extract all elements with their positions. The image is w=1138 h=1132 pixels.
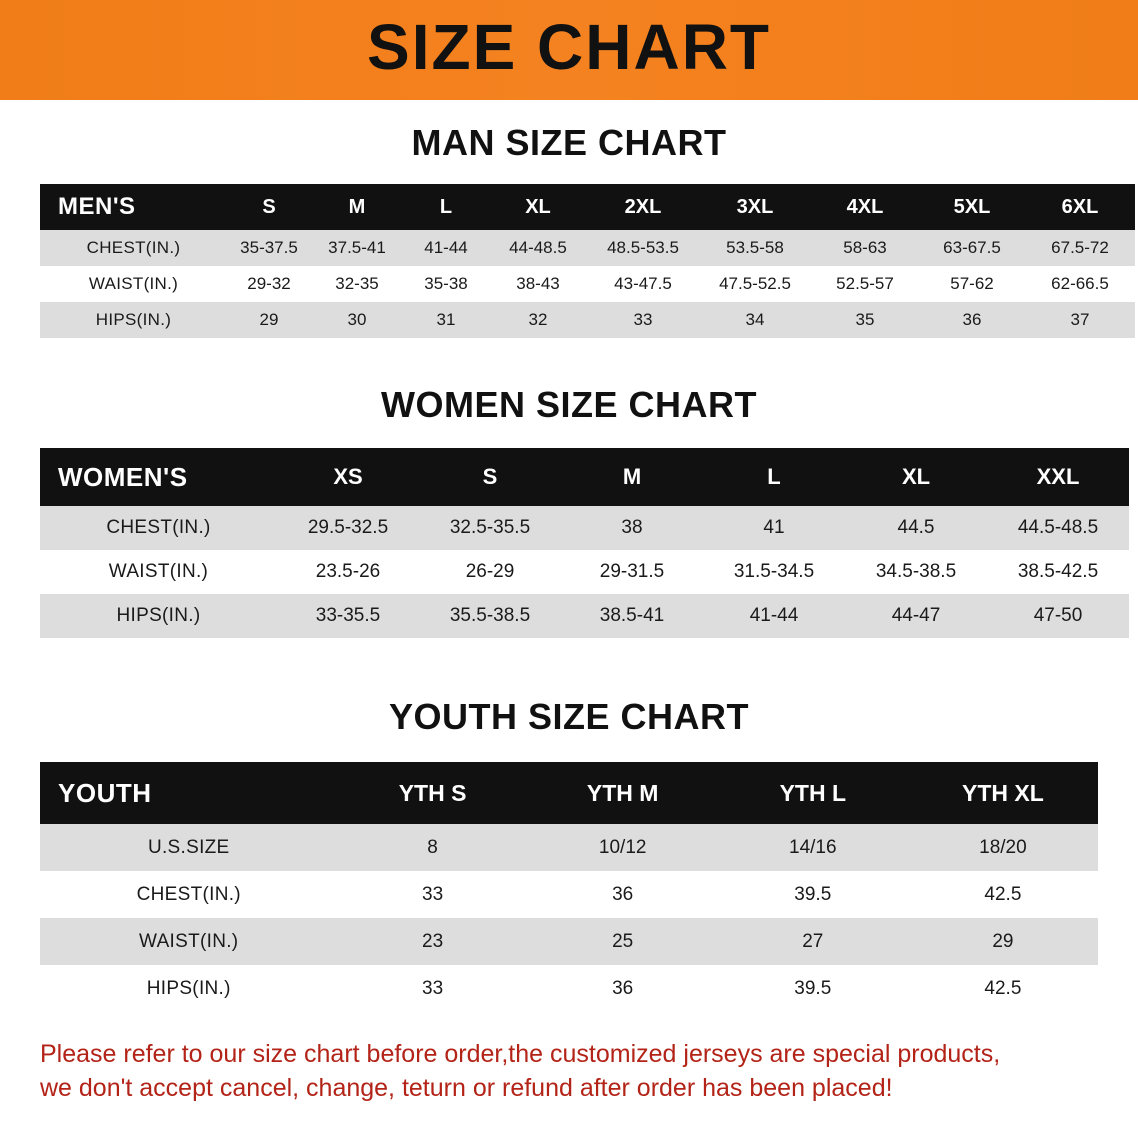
footer-disclaimer	[40, 1038, 1098, 1106]
women-waist-xl: 34.5-38.5	[845, 550, 987, 594]
women-table-body	[40, 506, 1129, 638]
table-row	[40, 550, 1129, 594]
footer-disclaimer-line-1: Please refer to our size chart before order,the customized jerseys are special products,	[40, 1040, 1001, 1068]
man-row-label-chest: CHEST(IN.)	[40, 230, 227, 266]
man-table-header	[40, 184, 1135, 230]
women-waist-m: 29-31.5	[561, 550, 703, 594]
footer-disclaimer-line-2: we don't accept cancel, change, teturn or refund after order has been placed!	[40, 1073, 893, 1102]
man-section-heading: MAN SIZE CHART	[411, 122, 727, 163]
man-col-header-3: XL	[489, 184, 587, 230]
man-hips-3xl: 34	[699, 302, 811, 338]
women-col-header-4: XL	[845, 448, 987, 506]
women-chest-xs: 29.5-32.5	[277, 506, 419, 550]
youth-waist-xl: 29	[908, 918, 1098, 965]
women-size-table-wrap	[40, 448, 1098, 638]
women-chest-xxl: 44.5-48.5	[987, 506, 1129, 550]
man-col-header-2: L	[403, 184, 489, 230]
table-header-row	[40, 762, 1098, 824]
man-chest-4xl: 58-63	[811, 230, 919, 266]
women-row-label-chest: CHEST(IN.)	[40, 506, 277, 550]
youth-row-label-waist: WAIST(IN.)	[40, 918, 338, 965]
man-waist-m: 32-35	[311, 266, 403, 302]
man-hips-2xl: 33	[587, 302, 699, 338]
man-hips-6xl: 37	[1025, 302, 1135, 338]
women-hips-xs: 33-35.5	[277, 594, 419, 638]
women-chest-m: 38	[561, 506, 703, 550]
man-hips-4xl: 35	[811, 302, 919, 338]
youth-chest-xl: 42.5	[908, 871, 1098, 918]
youth-ussize-xl: 18/20	[908, 824, 1098, 871]
man-waist-4xl: 52.5-57	[811, 266, 919, 302]
man-waist-6xl: 62-66.5	[1025, 266, 1135, 302]
man-col-header-6: 4XL	[811, 184, 919, 230]
youth-size-table	[40, 762, 1098, 1012]
women-hips-l: 41-44	[703, 594, 845, 638]
youth-chest-s: 33	[338, 871, 528, 918]
man-waist-s: 29-32	[227, 266, 311, 302]
women-hips-m: 38.5-41	[561, 594, 703, 638]
youth-ussize-s: 8	[338, 824, 528, 871]
women-chest-l: 41	[703, 506, 845, 550]
youth-section-heading: YOUTH SIZE CHART	[388, 696, 749, 737]
youth-col-header-1: YTH M	[528, 762, 718, 824]
youth-hips-l: 39.5	[718, 965, 908, 1012]
women-waist-xs: 23.5-26	[277, 550, 419, 594]
table-row	[40, 965, 1098, 1012]
women-row-label-hips: HIPS(IN.)	[40, 594, 277, 638]
youth-hips-m: 36	[528, 965, 718, 1012]
women-row-header-label: WOMEN'S	[40, 448, 277, 506]
women-hips-xxl: 47-50	[987, 594, 1129, 638]
youth-size-table-wrap	[40, 762, 1098, 1012]
table-row	[40, 230, 1135, 266]
youth-col-header-3: YTH XL	[908, 762, 1098, 824]
man-chest-2xl: 48.5-53.5	[587, 230, 699, 266]
man-table-body	[40, 230, 1135, 338]
youth-ussize-l: 14/16	[718, 824, 908, 871]
youth-row-header-label: YOUTH	[40, 762, 338, 824]
youth-waist-l: 27	[718, 918, 908, 965]
table-row	[40, 594, 1129, 638]
man-col-header-1: M	[311, 184, 403, 230]
women-chest-xl: 44.5	[845, 506, 987, 550]
youth-table-header	[40, 762, 1098, 824]
youth-hips-xl: 42.5	[908, 965, 1098, 1012]
man-hips-5xl: 36	[919, 302, 1025, 338]
table-header-row	[40, 448, 1129, 506]
man-size-table-wrap	[40, 184, 1109, 338]
man-hips-s: 29	[227, 302, 311, 338]
women-col-header-3: L	[703, 448, 845, 506]
women-section-heading: WOMEN SIZE CHART	[381, 384, 757, 425]
youth-waist-m: 25	[528, 918, 718, 965]
women-waist-s: 26-29	[419, 550, 561, 594]
youth-col-header-2: YTH L	[718, 762, 908, 824]
man-size-table	[40, 184, 1135, 338]
youth-row-label-chest: CHEST(IN.)	[40, 871, 338, 918]
table-row	[40, 871, 1098, 918]
women-hips-xl: 44-47	[845, 594, 987, 638]
man-row-label-hips: HIPS(IN.)	[40, 302, 227, 338]
youth-hips-s: 33	[338, 965, 528, 1012]
man-col-header-4: 2XL	[587, 184, 699, 230]
man-chest-s: 35-37.5	[227, 230, 311, 266]
man-chest-6xl: 67.5-72	[1025, 230, 1135, 266]
man-hips-m: 30	[311, 302, 403, 338]
youth-row-label-ussize: U.S.SIZE	[40, 824, 338, 871]
women-col-header-2: M	[561, 448, 703, 506]
man-col-header-7: 5XL	[919, 184, 1025, 230]
man-row-label-waist: WAIST(IN.)	[40, 266, 227, 302]
table-row	[40, 506, 1129, 550]
women-col-header-0: XS	[277, 448, 419, 506]
table-header-row	[40, 184, 1135, 230]
page-title: SIZE CHART	[367, 11, 771, 83]
man-hips-xl: 32	[489, 302, 587, 338]
women-col-header-5: XXL	[987, 448, 1129, 506]
man-col-header-5: 3XL	[699, 184, 811, 230]
page-banner	[0, 0, 1138, 100]
women-row-label-waist: WAIST(IN.)	[40, 550, 277, 594]
table-row	[40, 824, 1098, 871]
table-row	[40, 918, 1098, 965]
man-row-header-label: MEN'S	[40, 184, 227, 230]
women-size-table	[40, 448, 1129, 638]
youth-col-header-0: YTH S	[338, 762, 528, 824]
women-chest-s: 32.5-35.5	[419, 506, 561, 550]
man-waist-2xl: 43-47.5	[587, 266, 699, 302]
man-col-header-0: S	[227, 184, 311, 230]
man-waist-5xl: 57-62	[919, 266, 1025, 302]
youth-chest-m: 36	[528, 871, 718, 918]
man-chest-xl: 44-48.5	[489, 230, 587, 266]
man-hips-l: 31	[403, 302, 489, 338]
man-chest-l: 41-44	[403, 230, 489, 266]
man-chest-3xl: 53.5-58	[699, 230, 811, 266]
man-chest-m: 37.5-41	[311, 230, 403, 266]
man-waist-3xl: 47.5-52.5	[699, 266, 811, 302]
women-waist-xxl: 38.5-42.5	[987, 550, 1129, 594]
youth-ussize-m: 10/12	[528, 824, 718, 871]
youth-chest-l: 39.5	[718, 871, 908, 918]
youth-row-label-hips: HIPS(IN.)	[40, 965, 338, 1012]
man-waist-l: 35-38	[403, 266, 489, 302]
table-row	[40, 266, 1135, 302]
man-waist-xl: 38-43	[489, 266, 587, 302]
women-table-header	[40, 448, 1129, 506]
man-chest-5xl: 63-67.5	[919, 230, 1025, 266]
women-col-header-1: S	[419, 448, 561, 506]
youth-waist-s: 23	[338, 918, 528, 965]
women-waist-l: 31.5-34.5	[703, 550, 845, 594]
youth-table-body	[40, 824, 1098, 1012]
table-row	[40, 302, 1135, 338]
women-hips-s: 35.5-38.5	[419, 594, 561, 638]
man-col-header-8: 6XL	[1025, 184, 1135, 230]
